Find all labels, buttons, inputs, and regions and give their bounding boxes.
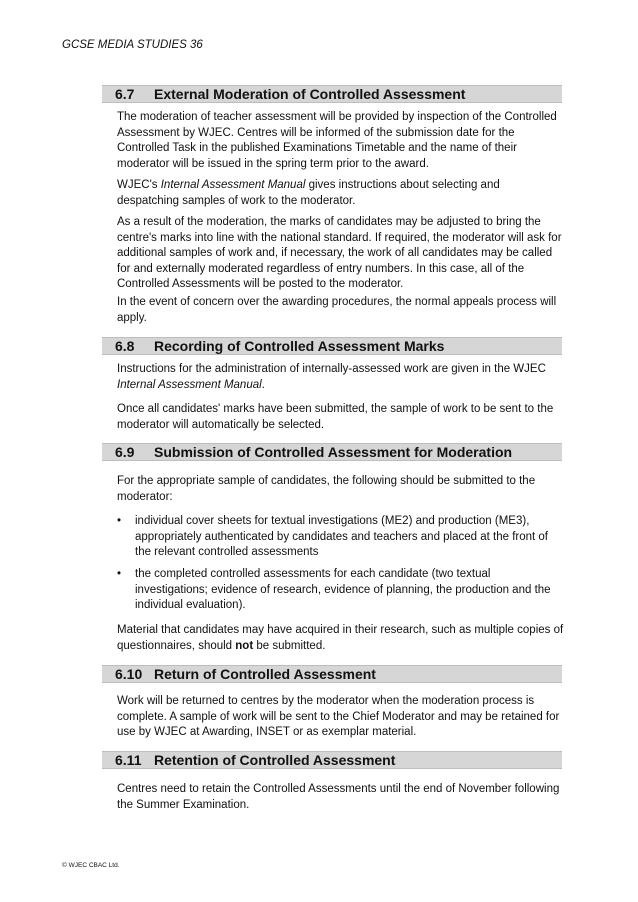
- paragraph: Material that candidates may have acquired in their research, such as multiple copies of questionnaires, should not be submitted.: [117, 624, 564, 652]
- bullet-icon: •: [117, 568, 122, 580]
- paragraph: Once all candidates' marks have been submitted, the sample of work to be sent to the moderator will automatically be selected.: [117, 403, 554, 431]
- bullet-text: individual cover sheets for textual investigations (ME2) and production (ME3), appropriately authenticated by candidates and teachers and placed at the front of the relevant controlled assessments: [135, 515, 549, 558]
- section-heading-6-9: [102, 443, 562, 461]
- section-title: Retention of Controlled Assessment: [154, 752, 396, 768]
- paragraph: WJEC's Internal Assessment Manual gives instructions about selecting and despatching samples of work to the moderator.: [117, 179, 500, 207]
- emphasis-not: not: [235, 639, 254, 652]
- section-title: Submission of Controlled Assessment for Moderation: [154, 444, 513, 460]
- section-number: 6.7: [115, 86, 135, 102]
- section-title: Return of Controlled Assessment: [154, 666, 376, 682]
- paragraph: In the event of concern over the awarding procedures, the normal appeals process will apply.: [117, 296, 557, 324]
- section-heading-6-11: [102, 751, 562, 769]
- section-heading-6-7: [102, 85, 562, 103]
- section-number: 6.9: [115, 444, 135, 460]
- section-number: 6.11: [115, 752, 142, 768]
- bullet-icon: •: [117, 515, 122, 527]
- bullet-text: the completed controlled assessments for each candidate (two textual investigations; evidence of research, evidence of planning, the production and the individual evaluation).: [135, 568, 551, 611]
- copyright-footer: © WJEC CBAC Ltd.: [62, 862, 120, 869]
- manual-title: Internal Assessment Manual: [117, 378, 262, 391]
- section-title: External Moderation of Controlled Assessment: [154, 86, 466, 102]
- section-heading-6-10: [102, 665, 562, 683]
- section-number: 6.8: [115, 338, 135, 354]
- paragraph: Centres need to retain the Controlled Assessments until the end of November following the Summer Examination.: [117, 783, 560, 811]
- paragraph: Work will be returned to centres by the moderator when the moderation process is complete. A sample of work will be sent to the Chief Moderator and may be retained for use by WJEC at Awarding, INSET or as exemplar material.: [117, 695, 560, 738]
- section-number: 6.10: [115, 666, 143, 682]
- paragraph: For the appropriate sample of candidates, the following should be submitted to the moderator:: [117, 475, 536, 503]
- running-header: GCSE MEDIA STUDIES 36: [62, 39, 203, 51]
- paragraph: The moderation of teacher assessment will be provided by inspection of the Controlled Assessment by WJEC. Centres will be informed of the submission date for the Controlled Task in the published Examinations Timetable and the name of their moderator will be issued in the spring term prior to the award.: [117, 111, 557, 170]
- paragraph: As a result of the moderation, the marks of candidates may be adjusted to bring the centre's marks into line with the national standard. If required, the moderator will ask for additional samples of work and, if necessary, the work of all candidates may be called for and externally moderated regardless of entry numbers. In this case, all of the Controlled Assessments will be posted to the moderator.: [117, 216, 562, 290]
- section-heading-6-8: [102, 337, 562, 355]
- section-title: Recording of Controlled Assessment Marks: [154, 338, 445, 354]
- paragraph: Instructions for the administration of internally-assessed work are given in the WJEC Internal Assessment Manual.: [117, 363, 546, 391]
- manual-title: Internal Assessment Manual: [160, 179, 306, 191]
